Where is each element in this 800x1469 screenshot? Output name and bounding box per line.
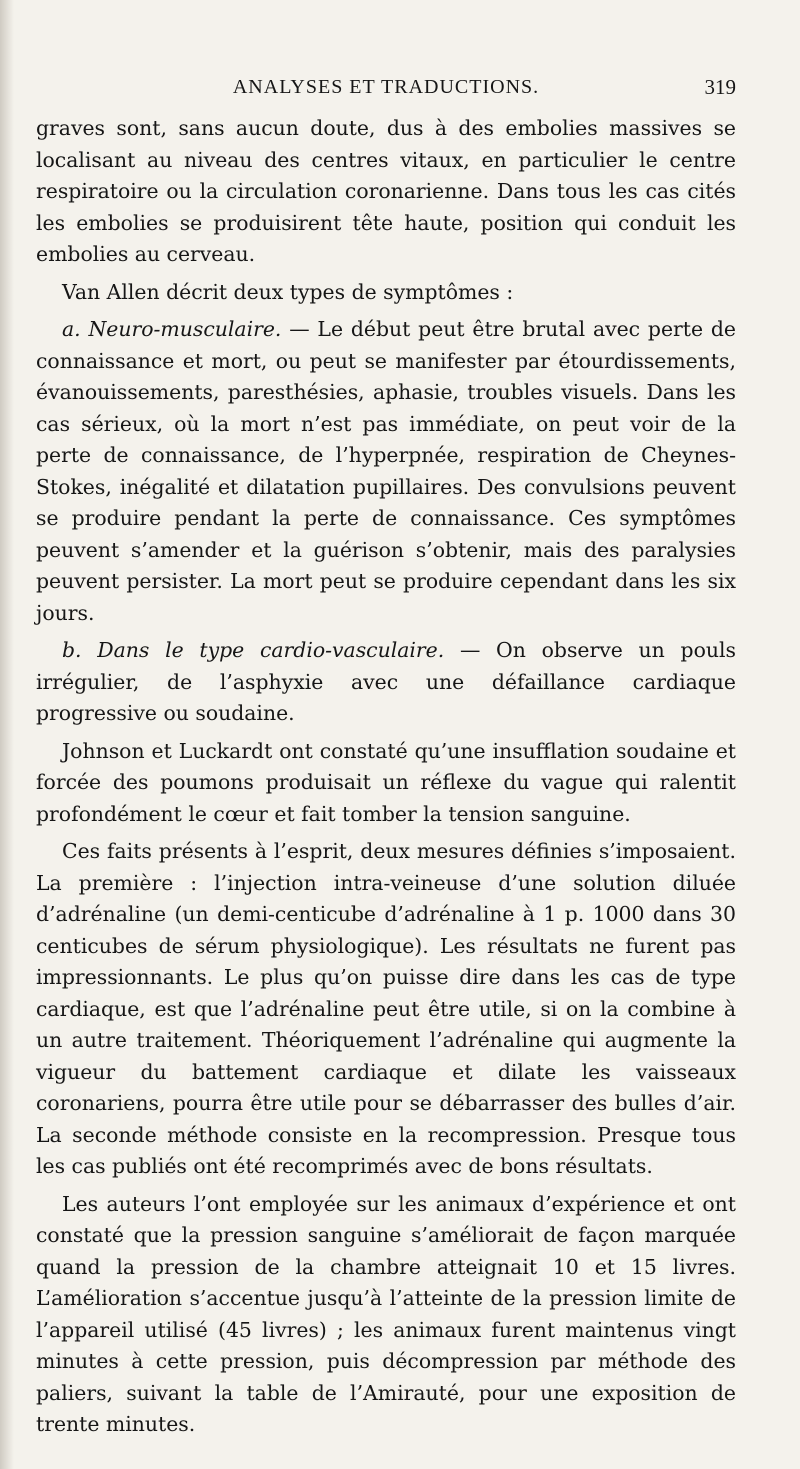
paragraph bbox=[36, 836, 736, 1183]
paragraph bbox=[36, 277, 736, 309]
section-lead: b. Dans le type cardio-vasculaire. bbox=[62, 638, 445, 662]
paragraph-text: Van Allen décrit deux types de symptômes : bbox=[62, 279, 514, 304]
paragraph-text: — On observe un pouls irrégulier, de l’asphyxie avec une défaillance cardiaque progressive ou soudaine. bbox=[36, 638, 736, 725]
page-number: 319 bbox=[704, 75, 736, 99]
paragraph bbox=[36, 113, 736, 271]
paragraph-text: Johnson et Luckardt ont constaté qu’une insufflation soudaine et forcée des poumons produisait un réflexe du vague qui ralentit profondément le cœur et fait tomber la tension sanguine. bbox=[36, 738, 736, 826]
paragraph bbox=[36, 635, 736, 730]
paragraph-text: Les auteurs l’ont employée sur les animaux d’expérience et ont constaté que la pression sanguine s’améliorait de façon marquée quand la pression de la chambre atteignait 10 et 15 livres. L’amélioration s’accentue jusqu’à l’atteinte de la pression limite de l’appareil utilisé (45 livres) ; les animaux furent maintenus vingt minutes à cette pression, puis décompression par méthode des paliers, suivant la table de l’Amirauté, pour une exposition de trente minutes. bbox=[36, 1191, 736, 1436]
paragraph bbox=[36, 736, 736, 831]
running-title: ANALYSES ET TRADUCTIONS. bbox=[232, 76, 540, 98]
paragraph-text: graves sont, sans aucun doute, dus à des embolies massives se localisant au niveau des centres vitaux, en particulier le centre respiratoire ou la circulation coronarienne. Dans tous les cas cités les embolies se produisirent tête haute, position qui conduit les embolies au cerveau. bbox=[36, 116, 736, 266]
body-text bbox=[36, 113, 736, 1447]
paragraph bbox=[36, 314, 736, 629]
page-edge-shadow bbox=[0, 0, 14, 1469]
paragraph bbox=[36, 1189, 736, 1441]
paragraph-text: Ces faits présents à l’esprit, deux mesures définies s’imposaient. La première : l’injection intra-veineuse d’une solution diluée d’adrénaline (un demi-centicube d’adrénaline à 1 p. 1000 dans 30 centicubes de sérum physiologique). Les résultats ne furent pas impressionnants. Le plus qu’on puisse dire dans les cas de type cardiaque, est que l’adrénaline peut être utile, si on la combine à un autre traitement. Théoriquement l’adrénaline qui augmente la vigueur du battement cardiaque et dilate les vaisseaux coronariens, pourra être utile pour se débarrasser des bulles d’air. La seconde méthode consiste en la recompression. Presque tous les cas publiés ont été recomprimés avec de bons résultats. bbox=[36, 839, 736, 1178]
paragraph-text: — Le début peut être brutal avec perte de connaissance et mort, ou peut se manifester par étourdissements, évanouissements, paresthésies, aphasie, troubles visuels. Dans les cas sérieux, où la mort n’est pas immédiate, on peut voir de la perte de connaissance, de l’hyperpnée, respiration de Cheynes-Stokes, inégalité et dilatation pupillaires. Des convulsions peuvent se produire pendant la perte de connaissance. Ces symptômes peuvent s’amender et la guérison s’obtenir, mais des paralysies peuvent persister. La mort peut se produire cependant dans les six jours. bbox=[36, 317, 736, 625]
section-lead: a. Neuro-musculaire. bbox=[62, 317, 282, 341]
running-header bbox=[36, 70, 736, 104]
